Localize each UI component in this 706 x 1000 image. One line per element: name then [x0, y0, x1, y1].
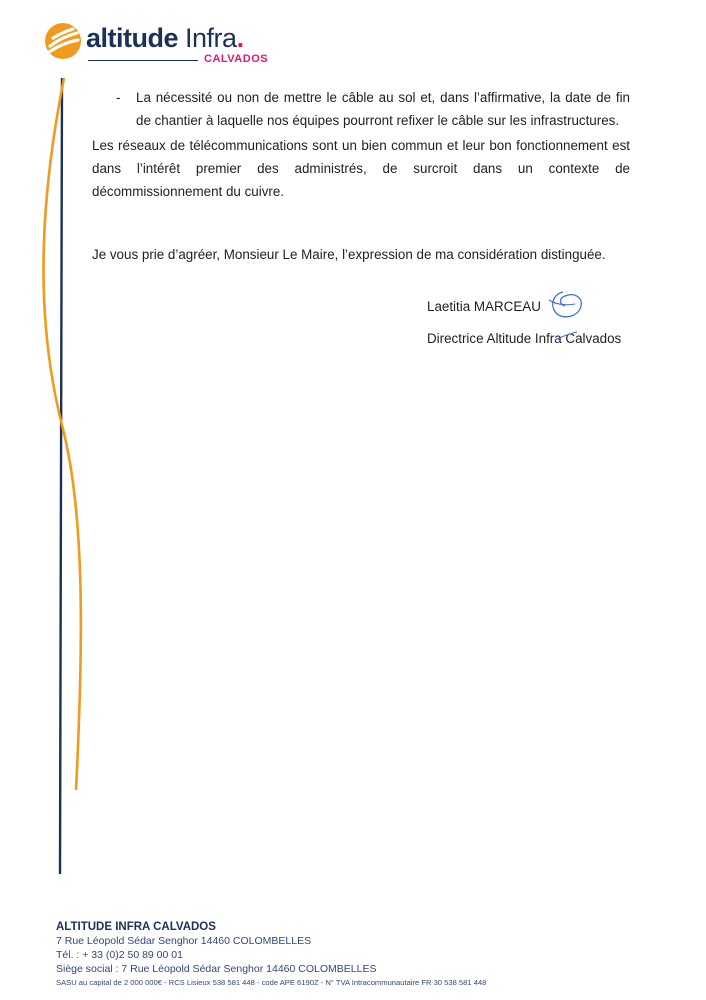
body-paragraph: Les réseaux de télécommunications sont un bien commun et leur bon fonctionnement est dans l’intérêt premier des administrés, de surcroit dans un contexte de décommissionnement du cuivre.: [92, 138, 630, 199]
decorative-side-lines: [40, 70, 90, 880]
logo-underline: [88, 60, 198, 61]
signer-title: Directrice Altitude Infra Calvados: [427, 331, 622, 346]
logo-wordmark: [86, 22, 244, 54]
logo-dot: .: [236, 23, 244, 53]
footer-company: ALTITUDE INFRA CALVADOS: [56, 921, 216, 933]
footer-address: 7 Rue Léopold Sédar Senghor 14460 COLOMBELLES: [56, 935, 312, 947]
company-logo: [44, 20, 269, 70]
bullet-item-text: La nécessité ou non de mettre le câble au sol et, dans l’affirmative, la date de fin de chantier à laquelle nos équipes pourront refixer le câble sur les infrastructures.: [136, 90, 630, 128]
signer-name: Laetitia MARCEAU: [427, 299, 541, 314]
footer-head-office: Siège social : 7 Rue Léopold Sédar Senghor 14460 COLOMBELLES: [56, 963, 377, 975]
altitude-logo-icon: [44, 22, 82, 60]
handwritten-signature: [535, 286, 605, 346]
footer-legal: SASU au capital de 2 000 000€ - RCS Lisieux 538 581 448 - code APE 6190Z - N° TVA Intracommunautaire FR 30 538 581 448: [56, 978, 487, 987]
page-footer: [56, 920, 576, 989]
logo-word-light: Infra: [185, 23, 237, 53]
footer-phone: Tél. : + 33 (0)2 50 89 00 01: [56, 949, 183, 961]
logo-word-bold: altitude: [86, 23, 179, 53]
closing-formula: Je vous prie d’agréer, Monsieur Le Maire, l’expression de ma considération distinguée.: [92, 247, 606, 262]
logo-subtitle: CALVADOS: [204, 53, 269, 65]
bullet-marker: -: [116, 90, 121, 105]
